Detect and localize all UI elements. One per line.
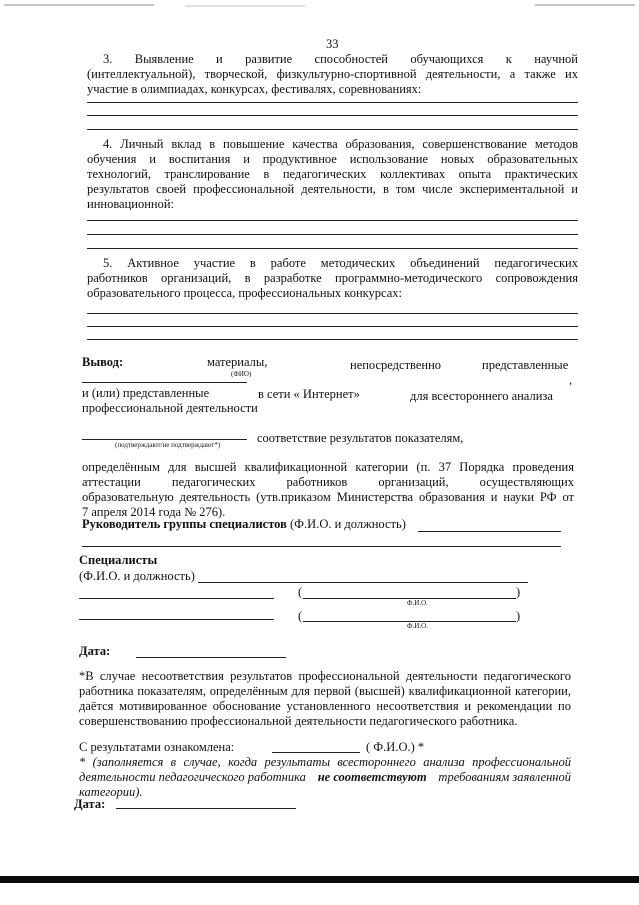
footnote-line1: *В случае несоответствия результатов профессиональной деятельности педагогического [79,669,571,683]
section5-line2: работников организаций, в разработке программно-методического сопровождения [87,271,578,285]
acquainted-fio: ( Ф.И.О.) * [366,740,425,754]
specialists-label: Специалисты [79,553,158,567]
head-of-group-label [82,517,406,532]
confirm-small-note: (подтверждают/не подтверждают*) [115,441,221,449]
acquainted-note-line2-c: требованиям заявленной [438,770,571,784]
section5-line1: 5. Активное участие в работе методических объединений педагогических [103,256,578,270]
specialist-2-paren-open: ( [298,609,303,623]
specialist-1-fio-small: Ф.И.О. [407,599,428,607]
acquainted-note-line1: * (заполняется в случае, когда результаты всестороннего анализа профессиональной [79,755,571,769]
page-number: 33 [326,37,339,51]
acquainted-signature-blank[interactable] [272,752,360,753]
scan-noise-top-mid [185,5,305,7]
conclusion-fio-small: (ФИО) [231,370,252,378]
specialist-1-position-blank[interactable] [79,598,274,599]
conclusion-label: Вывод: [82,355,124,369]
section4-line1: 4. Личный вклад в повышение качества образования, совершенствование методов [103,137,578,151]
specialist-2-fio-small: Ф.И.О. [407,622,428,630]
section5-line3: образовательного процесса, профессиональных конкурсах: [87,286,403,300]
specialist-1-paren-open: ( [298,585,303,599]
conclusion-word-materials: материалы, [207,355,268,369]
specialists-blank-top[interactable] [198,582,528,583]
conclusion-line3: профессиональной деятельности [82,401,258,415]
section4-blank-line-2[interactable] [87,234,578,235]
section3-blank-line-2[interactable] [87,115,578,116]
conclusion-comma: , [569,373,573,387]
date1-label: Дата: [79,644,111,658]
date2-label: Дата: [74,797,106,811]
head-of-group-label-bold: Руководитель группы специалистов [82,517,287,531]
section3-line3: участие в олимпиадах, конкурсах, фестивалях, соревнованиях: [87,82,422,96]
conclusion-word-directly: непосредственно [350,358,442,372]
head-of-group-blank-1[interactable] [418,531,561,532]
definition-line1: определённым для высшей квалификационной категории (п. 37 Порядка проведения [82,460,574,474]
section3-blank-line-1[interactable] [87,102,578,103]
specialist-2-position-blank[interactable] [79,619,274,620]
section4-blank-line-3[interactable] [87,248,578,249]
confirm-blank[interactable] [82,439,247,440]
section5-blank-line-1[interactable] [87,313,578,314]
definition-line3: образовательную деятельность (утв.приказом Министерства образования и науки РФ от [82,490,574,504]
section4-line3: технологий, транслирование в педагогических коллективах опыта практических [87,167,578,181]
section4-line2: обучения и воспитания и продуктивное использование новых образовательных [87,152,578,166]
section5-blank-line-3[interactable] [87,339,578,340]
specialist-2-paren-close: ) [516,609,521,623]
scan-bottom-bar [0,876,639,883]
section3-blank-line-3[interactable] [87,129,578,130]
acquainted-note-line2-a: деятельности педагогического работника [79,770,306,784]
section4-line5: инновационной: [87,197,175,211]
acquainted-note-line2-b: не соответствуют [317,770,427,784]
head-of-group-label-rest: (Ф.И.О. и должность) [290,517,406,531]
definition-line2: аттестации педагогических работников организаций, осуществляющих [82,475,574,489]
footnote-line4: совершенствованию профессиональной деятельности педагогического работника. [79,714,518,728]
section5-blank-line-2[interactable] [87,326,578,327]
scan-noise-top-left [4,4,154,6]
conclusion-line2-mid: в сети « Интернет» [258,387,360,401]
footnote-line2: работника показателям, определённым для первой (высшей) квалификационной категории, [79,684,571,698]
scan-noise-top-right [535,4,635,6]
confirm-text: соответствие результатов показателям, [257,431,464,445]
specialists-sub: (Ф.И.О. и должность) [79,569,195,583]
section4-blank-line-1[interactable] [87,220,578,221]
conclusion-fio-blank[interactable] [82,382,247,383]
acquainted-note-line2 [79,770,571,785]
section3-line1: 3. Выявление и развитие способностей обучающихся к научной [103,52,578,66]
acquainted-label: С результатами ознакомлена: [79,740,235,754]
section4-line4: результатов своей профессиональной деятельности, в том числе экспериментальной и [87,182,578,196]
conclusion-line2-left: и (или) представленные [82,386,210,400]
section3-line2: (интеллектуальной), творческой, физкультурно-спортивной деятельности, а также их [87,67,578,81]
date1-blank[interactable] [136,657,286,658]
conclusion-word-presented: представленные [482,358,569,372]
definition-line4: 7 апреля 2014 года № 276). [82,505,226,519]
conclusion-line2-right: для всестороннего анализа [410,389,553,403]
footnote-line3: даётся мотивированное обоснование установленного несоответствия и рекомендации по [79,699,571,713]
head-of-group-blank-2[interactable] [82,546,561,547]
specialist-1-paren-close: ) [516,585,521,599]
date2-blank[interactable] [116,808,296,809]
acquainted-note-line3: категории). [79,785,143,799]
